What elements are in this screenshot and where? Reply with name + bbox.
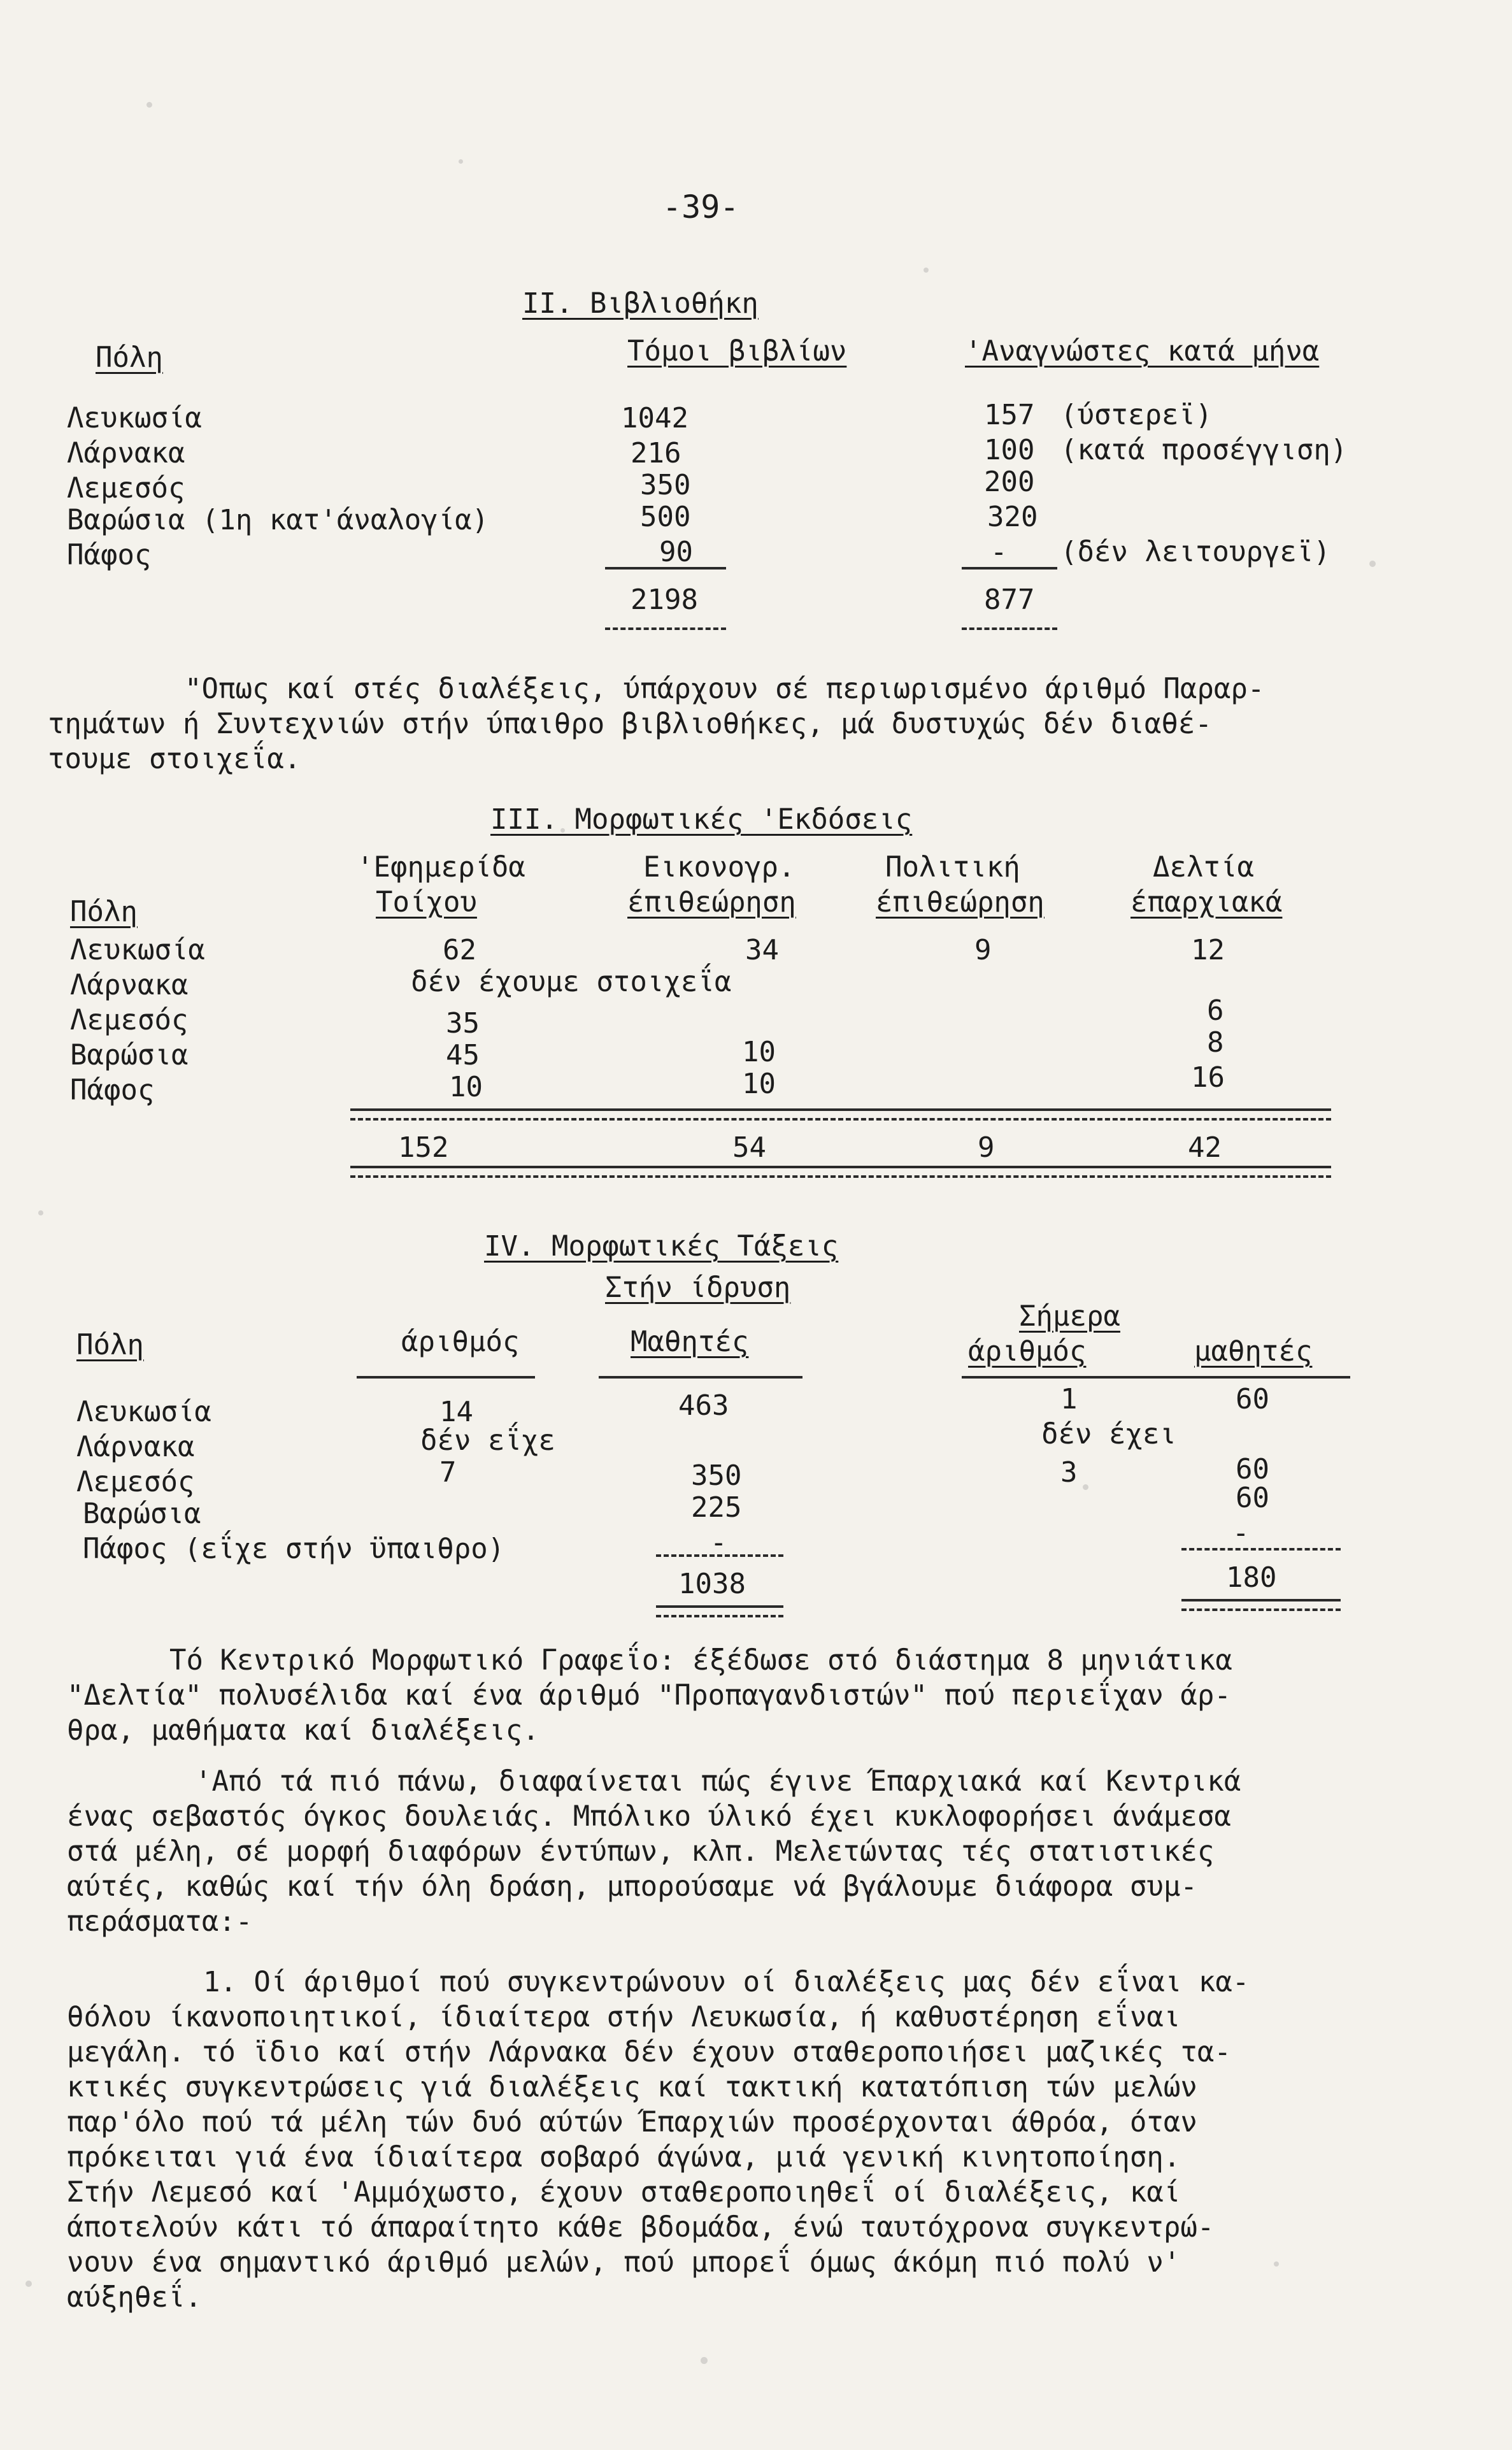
table-cell-newspaper: 35 [446,1007,480,1040]
paragraph-line: αύξηθεΐ. [67,2281,202,2314]
table-cell-readers: 100 [984,434,1035,466]
total-political: 9 [978,1131,995,1164]
col-header-bulletins: Δελτία [1153,851,1254,884]
col-header-number-today: άριθμός [968,1335,1087,1368]
total-rule [350,1118,1331,1121]
table-cell-students-today: 60 [1236,1482,1269,1514]
table-cell-note: (δέν λειτουργεϊ) [1060,536,1330,568]
total-double-rule [1181,1608,1341,1611]
col-header-city: Πόλη [70,896,138,928]
header-rule [599,1376,802,1379]
table-cell-city: Λάρνακα [70,969,189,1001]
total-double-rule [350,1166,1331,1168]
table-cell-note: (ύστερεϊ) [1060,399,1213,431]
paragraph-line: 1. Οί άριθμοί πού συγκεντρώνουν οί διαλέξεις μας δέν εΐναι κα- [102,1966,1250,1998]
table-cell-volumes: 500 [640,501,691,533]
col-header-volumes: Τόμοι βιβλίων [627,335,847,368]
table-cell-readers: 200 [984,466,1035,498]
col-header-number: άριθμός [401,1326,520,1358]
total-double-rule [656,1605,783,1608]
table-cell-illustrated: 34 [745,934,779,966]
table-cell-readers: - [990,536,1008,568]
col-header-newspaper: 'Εφημερίδα [357,851,525,884]
scan-speck [146,102,152,108]
table-cell-students: 463 [678,1389,729,1422]
total-bulletins: 42 [1188,1131,1222,1164]
table-cell-city: Λεμεσός [70,1004,189,1036]
table-cell-volumes: 1042 [621,402,688,434]
col-header-illustrated: έπιθεώρηση [627,886,796,919]
table-cell-students-today: - [1232,1517,1250,1549]
total-rule [962,567,1057,570]
table-cell-volumes: 90 [659,536,693,568]
table-cell-city: Βαρώσια (1η κατ'άναλογία) [67,504,489,536]
table-cell-students-today: 60 [1236,1453,1269,1486]
col-header-illustrated: Εικονογρ. [643,851,795,884]
col-header-city: Πόλη [76,1329,144,1361]
paragraph-line: Στήν Λεμεσό καί 'Αμμόχωστο, έχουν σταθεροποιηθεΐ οί διαλέξεις, καί [67,2176,1181,2209]
col-header-bulletins: έπαρχιακά [1130,886,1283,919]
total-rule [350,1108,1331,1111]
paragraph-line: κτικές συγκεντρώσεις γιά διαλέξεις καί τακτική κατατόπιση τών μελών [67,2071,1197,2103]
table-cell-bulletins: 16 [1191,1061,1225,1094]
total-volumes: 2198 [631,584,698,616]
paragraph-line: τημάτων ή Συντεχνιών στήν ύπαιθρο βιβλιοθήκες, μά δυστυχώς δέν διαθέ- [48,708,1212,740]
total-rule [1181,1548,1341,1551]
total-double-rule [350,1175,1331,1178]
total-double-rule [1181,1599,1341,1601]
table-cell-students: 350 [691,1459,742,1492]
table-cell-city: Λευκωσία [70,934,205,966]
table-cell-city: Λευκωσία [67,402,202,434]
paragraph-line: 'Από τά πιό πάνω, διαφαίνεται πώς έγινε Έπαρχιακά καί Κεντρικά [127,1765,1241,1798]
table-cell-city: Λάρνακα [76,1431,195,1463]
table-cell-city: Λεμεσός [67,472,185,505]
table-cell-bulletins: 12 [1191,934,1225,966]
header-rule [962,1376,1350,1379]
table-cell-number: 7 [439,1456,457,1489]
paragraph-line: "Οπως καί στές διαλέξεις, ύπάρχουν σέ περιωρισμένο άριθμό Παραρ- [185,673,1265,705]
scan-speck [38,1210,43,1215]
table-cell-city: Πάφος [70,1074,155,1107]
total-rule [656,1554,783,1557]
paragraph-line: περάσματα:- [67,1905,253,1938]
col-header-city: Πόλη [96,341,163,374]
total-readers: 877 [984,584,1035,616]
col-header-students: Μαθητές [631,1326,749,1358]
today-label: Σήμερα [1019,1300,1120,1333]
table-cell-readers: 320 [987,501,1038,533]
table-cell-bulletins: 6 [1207,994,1224,1027]
col-header-political: έπιθεώρηση [876,886,1045,919]
table-cell-number: 14 [439,1396,473,1428]
scan-speck [701,2357,708,2364]
table-cell-city: Πάφος (εΐχε στήν ϋπαιθρο) [83,1533,505,1565]
paragraph-line: παρ'όλο πού τά μέλη τών δυό αύτών Έπαρχιών προσέρχονται άθρόα, όταν [67,2106,1197,2138]
table-cell-bulletins: 8 [1207,1026,1224,1059]
paragraph-line: νουν ένα σημαντικό άριθμό μελών, πού μπορεΐ όμως άκόμη πιό πολύ ν' [67,2246,1181,2279]
paragraph-line: πρόκειται γιά ένα ίδιαίτερα σοβαρό άγώνα, μιά γενική κινητοποίηση. [67,2141,1181,2174]
table-cell-city: Πάφος [67,539,152,571]
paragraph-line: ένας σεβαστός όγκος δουλειάς. Μπόλικο ύλικό έχει κυκλοφορήσει άνάμεσα [67,1800,1231,1833]
paragraph-line: Τό Κεντρικό Μορφωτικό Γραφεΐο: έξέδωσε στό διάστημα 8 μηνιάτικα [102,1644,1232,1677]
paragraph-line: "Δελτία" πολυσέλιδα καί ένα άριθμό "Προπαγανδιστών" πού περιεΐχαν άρ- [67,1679,1231,1712]
table-cell-city: Βαρώσια [83,1498,201,1530]
total-double-rule [656,1615,783,1617]
table-cell-students-today: 60 [1236,1383,1269,1415]
table-cell-newspaper: 10 [449,1071,483,1103]
table-cell-students: 225 [691,1491,742,1524]
table-cell-newspaper: δέν έχουμε στοιχεΐα [411,966,732,998]
paragraph-line: στά μέλη, σέ μορφή διαφόρων έντύπων, κλπ. Μελετώντας τές στατιστικές [67,1835,1215,1868]
total-students-today: 180 [1226,1561,1277,1594]
paragraph-line: θόλου ίκανοποιητικοί, ίδιαίτερα στήν Λευκωσία, ή καθυστέρηση εΐναι [67,2001,1181,2033]
table-cell-city: Βαρώσια [70,1039,189,1071]
table-cell-city: Λεμεσός [76,1466,195,1498]
section-3-title: III. Μορφωτικές 'Εκδόσεις [490,803,913,836]
table-cell-volumes: 216 [631,437,681,469]
at-founding-label: Στήν ίδρυση [605,1272,791,1304]
table-cell-students: - [710,1526,727,1559]
col-header-students-today: μαθητές [1194,1335,1313,1368]
table-cell-political: 9 [974,934,992,966]
scan-speck [25,2281,32,2287]
table-cell-number: δέν εΐχε [420,1424,555,1457]
table-cell-note: (κατά προσέγγιση) [1060,434,1348,466]
total-newspaper: 152 [398,1131,449,1164]
scan-speck [459,159,463,164]
scan-speck [1274,2261,1279,2267]
paragraph-line: άποτελούν κάτι τό άπαραίτητο κάθε βδομάδα, ένώ ταυτόχρονα συγκεντρώ- [67,2211,1215,2244]
total-illustrated: 54 [732,1131,766,1164]
paragraph-line: αύτές, καθώς καί τήν όλη δράση, μπορούσαμε νά βγάλουμε διάφορα συμ- [67,1870,1197,1903]
col-header-political: Πολιτική [885,851,1020,884]
table-cell-number-today: 3 [1060,1456,1078,1489]
table-cell-newspaper: 45 [446,1039,480,1071]
table-cell-number-today: 1 [1060,1383,1078,1415]
header-rule [357,1376,535,1379]
page-number: -39- [662,189,739,226]
table-cell-newspaper: 62 [443,934,476,966]
total-students: 1038 [678,1568,746,1600]
col-header-readers: 'Αναγνώστες κατά μήνα [965,335,1320,368]
total-double-rule [962,627,1057,630]
scan-speck [924,268,929,273]
section-4-title: IV. Μορφωτικές Τάξεις [484,1230,839,1263]
scan-speck [1083,1484,1088,1490]
total-double-rule [605,627,726,630]
section-2-title: II. Βιβλιοθήκη [522,287,759,320]
table-cell-volumes: 350 [640,469,691,501]
table-cell-illustrated: 10 [742,1068,776,1100]
table-cell-number-today: δέν έχει [1041,1418,1176,1451]
table-cell-illustrated: 10 [742,1036,776,1068]
paragraph-line: μεγάλη. τό ϊδιο καί στήν Λάρνακα δέν έχουν σταθεροποιήσει μαζικές τα- [67,2036,1231,2068]
total-rule [605,567,726,570]
table-cell-city: Λευκωσία [76,1396,211,1428]
table-cell-readers: 157 [984,399,1035,431]
col-header-newspaper: Τοίχου [376,886,477,919]
scan-speck [1369,561,1376,567]
paragraph-line: τουμε στοιχεΐα. [48,743,301,775]
table-cell-city: Λάρνακα [67,437,185,469]
paragraph-line: θρα, μαθήματα καί διαλέξεις. [67,1714,539,1747]
